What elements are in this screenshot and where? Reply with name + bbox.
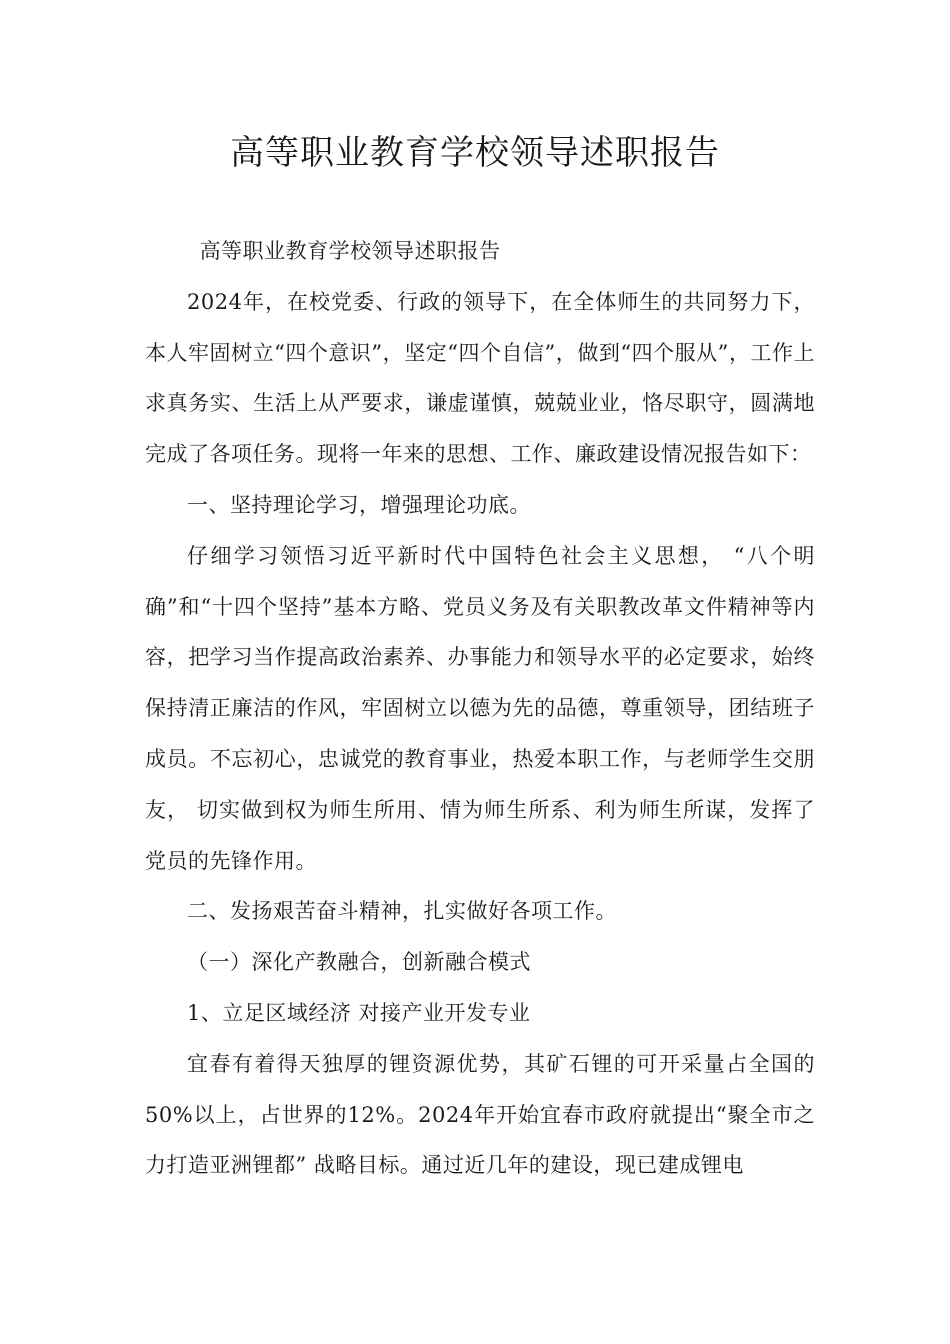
subsection-heading-1: （一）深化产教融合，创新融合模式 [187,950,531,975]
document-body [145,226,815,1191]
item-heading-1: 1、立足区域经济 对接产业开发专业 [187,1000,531,1025]
paragraph-intro: 2024年，在校党委、行政的领导下，在全体师生的共同努力下，本人牢固树立“四个意识”，坚定“四个自信”，做到“四个服从”，工作上求真务实、生活上从严要求，谦虚谨慎，兢兢业业，恪尽职守，圆满地完成了各项任务。现将一年来的思想、工作、廉政建设情况报告如下： [145,289,815,467]
paragraph-theory-study: 仔细学习领悟习近平新时代中国特色社会主义思想， “八个明确”和“十四个坚持”基本方略、党员义务及有关职教改革文件精神等内容，把学习当作提高政治素养、办事能力和领导水平的必定要求，始终保持清正廉洁的作风，牢固树立以德为先的品德，尊重领导，团结班子成员。不忘初心，忠诚党的教育事业，热爱本职工作，与老师学生交朋友， 切实做到权为师生所用、情为师生所系、利为师生所谋，发挥了党员的先锋作用。 [145,543,815,873]
paragraph-lithium: 宜春有着得天独厚的锂资源优势，其矿石锂的可开采量占全国的50%以上，占世界的12%。2024年开始宜春市政府就提出“聚全市之力打造亚洲锂都” 战略目标。通过近几年的建设，现已建成锂电 [145,1051,815,1178]
section-heading-1: 一、坚持理论学习，增强理论功底。 [187,492,531,517]
section-heading-2: 二、发扬艰苦奋斗精神，扎实做好各项工作。 [187,899,617,924]
body-subtitle: 高等职业教育学校领导述职报告 [199,239,501,263]
document-title: 高等职业教育学校领导述职报告 [230,133,720,173]
